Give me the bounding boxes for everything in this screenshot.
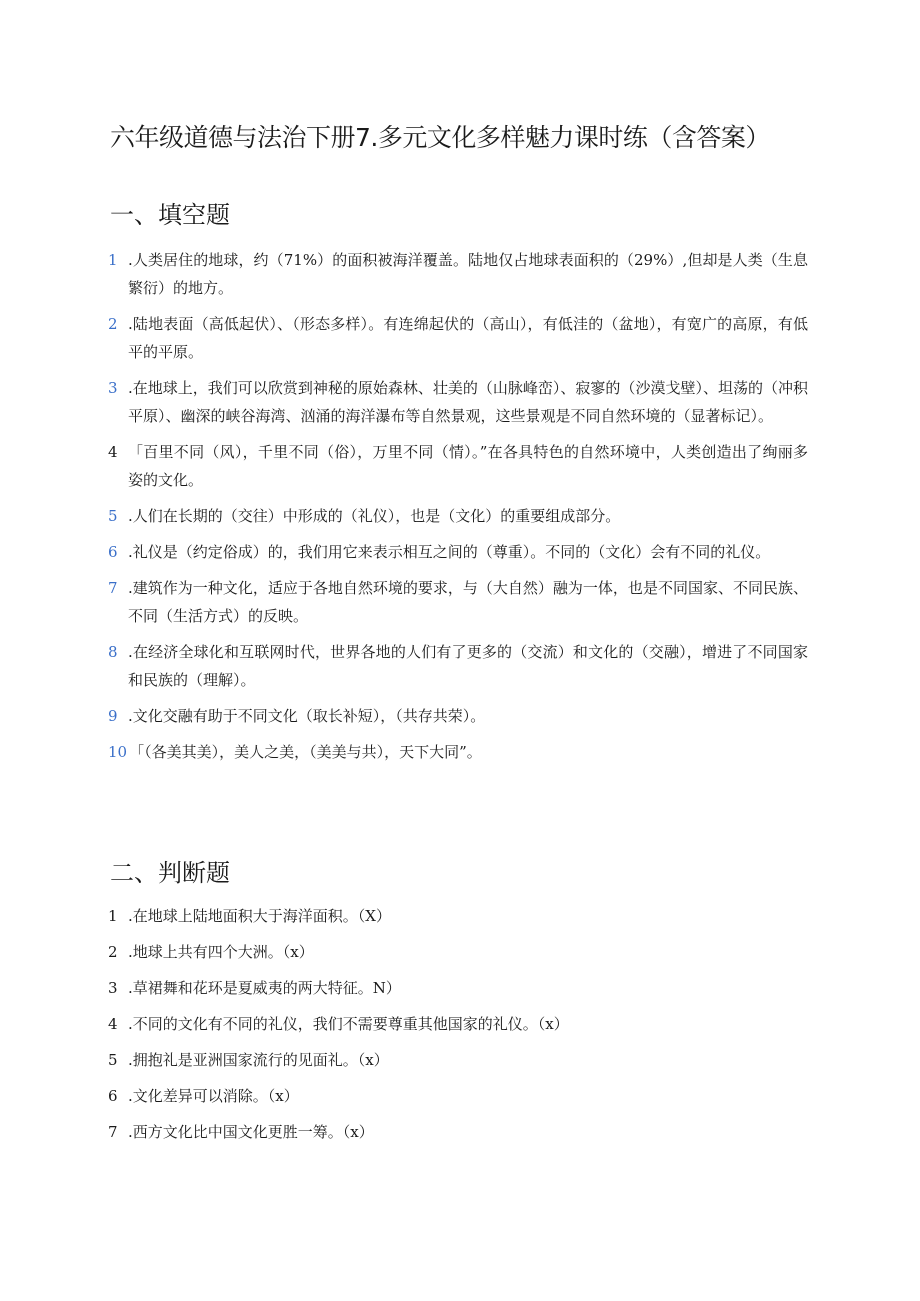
question-item [108, 538, 808, 566]
question-text: 「（各美其美），美人之美，（美美与共），天下大同”。 [129, 743, 482, 761]
question-text: .建筑作为一种文化，适应于各地自然环境的要求，与（大自然）融为一体，也是不同国家、不同民族、不同（生活方式）的反映。 [128, 579, 808, 625]
true-false-question-list [108, 902, 808, 1154]
question-text: .西方文化比中国文化更胜一筹。（x） [128, 1123, 374, 1141]
section-heading-fill-in: 一、填空题 [110, 201, 230, 229]
question-text: .地球上共有四个大洲。（x） [128, 943, 314, 961]
section-heading-true-false: 二、判断题 [110, 859, 230, 887]
question-item [108, 1010, 808, 1038]
question-item [108, 1046, 808, 1074]
question-number: 5 [108, 1051, 118, 1069]
question-item [108, 938, 808, 966]
question-number: 1 [108, 907, 118, 925]
question-text: .不同的文化有不同的礼仪，我们不需要尊重其他国家的礼仪。（x） [128, 1015, 569, 1033]
question-number: 6 [108, 543, 118, 561]
question-number: 3 [108, 979, 118, 997]
question-text: 「百里不同（风），千里不同（俗），万里不同（情）。”在各具特色的自然环境中，人类创造出了绚丽多姿的文化。 [128, 443, 808, 489]
question-number: 2 [108, 315, 118, 333]
question-text: .人类居住的地球，约（71%）的面积被海洋覆盖。陆地仅占地球表面积的（29%）,但却是人类（生息繁衍）的地方。 [128, 251, 808, 297]
question-item [108, 502, 808, 530]
question-item [108, 246, 808, 302]
question-item [108, 374, 808, 430]
question-item [108, 574, 808, 630]
question-item [108, 438, 808, 494]
question-text: .陆地表面（高低起伏）、（形态多样）。有连绵起伏的（高山），有低洼的（盆地），有宽广的高原，有低平的平原。 [128, 315, 808, 361]
question-text: .拥抱礼是亚洲国家流行的见面礼。（x） [128, 1051, 389, 1069]
question-number: 1 [108, 251, 118, 269]
question-item [108, 902, 808, 930]
question-number: 10 [108, 743, 128, 761]
question-number: 3 [108, 379, 118, 397]
question-item [108, 1118, 808, 1146]
question-number: 7 [108, 579, 118, 597]
question-text: .文化差异可以消除。（x） [128, 1087, 299, 1105]
question-item [108, 1082, 808, 1110]
question-text: .礼仪是（约定俗成）的，我们用它来表示相互之间的（尊重）。不同的（文化）会有不同的礼仪。 [128, 543, 771, 561]
question-number: 6 [108, 1087, 118, 1105]
fill-in-question-list [108, 246, 808, 774]
question-text: .在经济全球化和互联网时代，世界各地的人们有了更多的（交流）和文化的（交融），增进了不同国家和民族的（理解）。 [128, 643, 808, 689]
question-number: 7 [108, 1123, 118, 1141]
question-item [108, 974, 808, 1002]
question-number: 8 [108, 643, 118, 661]
question-text: .在地球上陆地面积大于海洋面积。（X） [128, 907, 391, 925]
question-number: 5 [108, 507, 118, 525]
question-text: .草裙舞和花环是夏威夷的两大特征。N） [128, 979, 401, 997]
question-text: .在地球上，我们可以欣赏到神秘的原始森林、壮美的（山脉峰峦）、寂寥的（沙漠戈壁）、坦荡的（冲积平原）、幽深的峡谷海湾、汹涌的海洋瀑布等自然景观，这些景观是不同自然环境的（显著标记）。 [128, 379, 808, 425]
question-text: .文化交融有助于不同文化（取长补短），（共存共荣）。 [128, 707, 486, 725]
question-number: 4 [108, 443, 118, 461]
question-number: 4 [108, 1015, 118, 1033]
question-item [108, 702, 808, 730]
question-item [108, 310, 808, 366]
question-number: 9 [108, 707, 118, 725]
question-item [108, 638, 808, 694]
question-number: 2 [108, 943, 118, 961]
question-item [108, 738, 808, 766]
page-title: 六年级道德与法治下册7.多元文化多样魅力课时练（含答案） [110, 123, 770, 152]
question-text: .人们在长期的（交往）中形成的（礼仪），也是（文化）的重要组成部分。 [128, 507, 621, 525]
